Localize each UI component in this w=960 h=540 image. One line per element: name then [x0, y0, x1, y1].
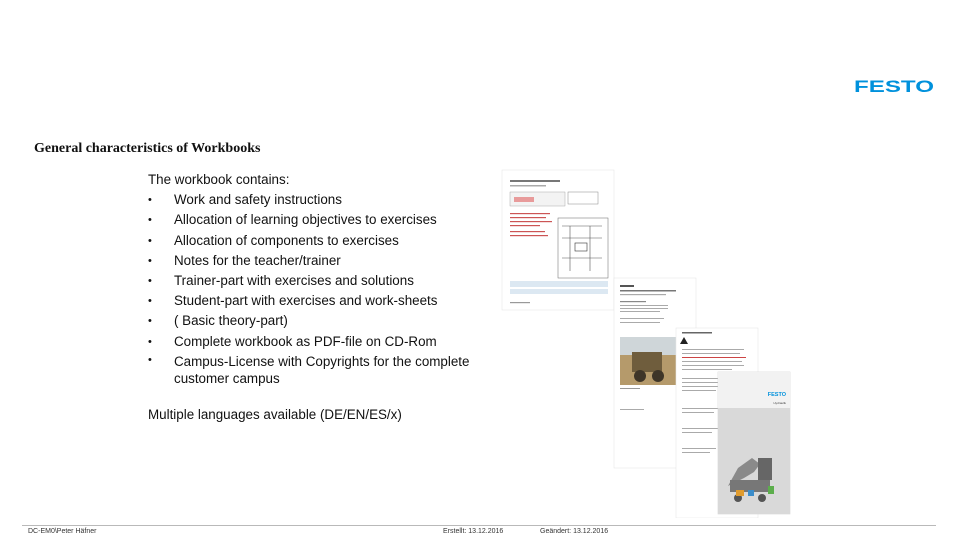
festo-logo-text: FESTO	[854, 78, 934, 94]
workbook-pages-illustration	[500, 168, 800, 518]
list-item: • Allocation of components to exercises	[148, 231, 478, 251]
workbook-page-thumbnail	[502, 170, 614, 310]
festo-logo	[853, 78, 935, 94]
list-item: • Notes for the teacher/trainer	[148, 251, 478, 271]
footer-author: DC-EM0\Peter Häfner	[28, 528, 97, 535]
workbook-contents	[148, 170, 478, 388]
workbook-cover	[718, 372, 790, 514]
list-item: • ( Basic theory-part)	[148, 311, 478, 331]
cover-brand-label: FESTO	[767, 392, 786, 398]
workbook-item-list	[148, 190, 478, 388]
list-item: • Trainer-part with exercises and solutions	[148, 271, 478, 291]
cover-title-label: Hydraulik	[773, 401, 786, 405]
languages-note: Multiple languages available (DE/EN/ES/x)	[148, 407, 402, 422]
workbook-intro: The workbook contains:	[148, 172, 290, 187]
footer-created-date: Erstellt: 13.12.2016	[443, 528, 504, 535]
list-item: • Student-part with exercises and work-sheets	[148, 291, 478, 311]
list-item: • Work and safety instructions	[148, 190, 478, 210]
list-item: • Allocation of learning objectives to exercises	[148, 210, 478, 230]
list-item: • Campus-License with Copyrights for the complete customer campus	[148, 352, 478, 388]
slide-heading: General characteristics of Workbooks	[34, 141, 261, 156]
footer-changed-date: Geändert: 13.12.2016	[540, 528, 609, 535]
footer-divider	[22, 525, 936, 526]
list-item: • Complete workbook as PDF-file on CD-Rom	[148, 332, 478, 352]
